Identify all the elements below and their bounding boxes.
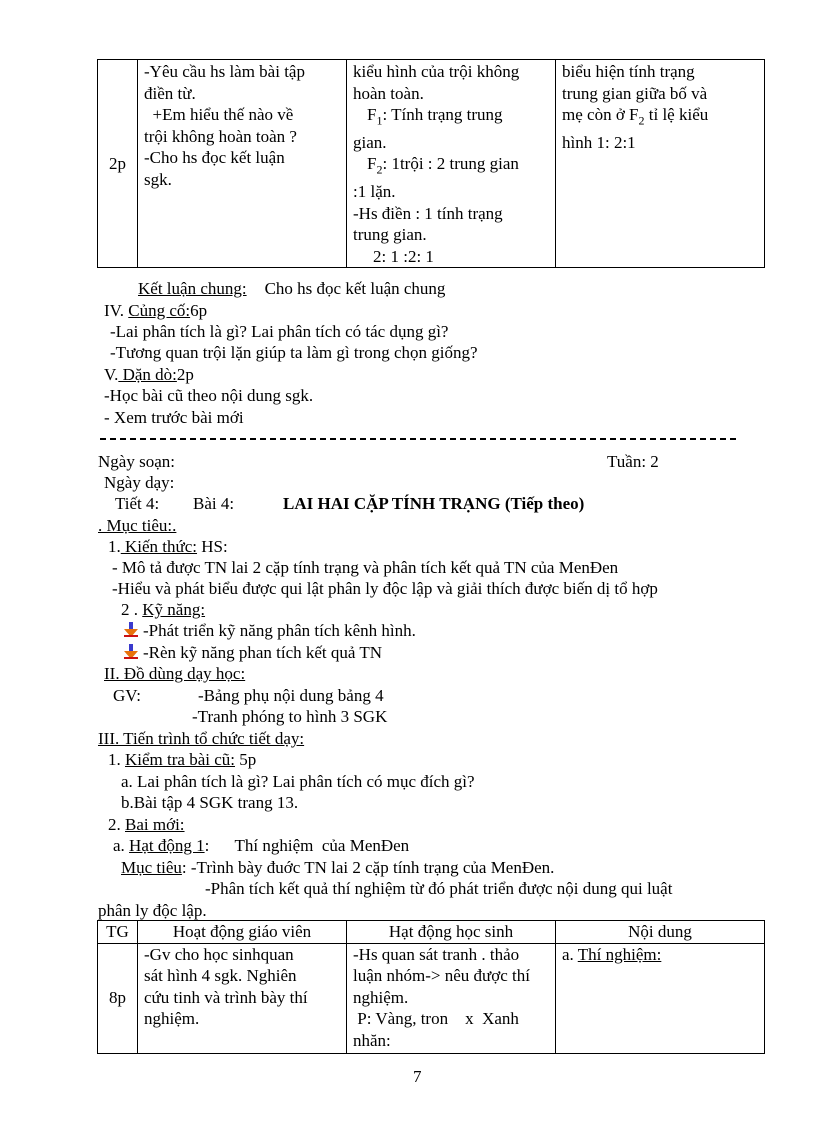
skills-item: -Rèn kỹ năng phan tích kết quả TN (123, 642, 382, 663)
text-line: hoàn toàn. (353, 83, 424, 103)
text-line: luận nhóm-> nêu được thí (353, 966, 530, 985)
text-line: sát hình 4 sgk. Nghiên (144, 966, 297, 985)
new-lesson-heading: 2. Bai mới: (108, 815, 185, 834)
student-activity-cell (347, 943, 556, 1053)
consolidation-item: -Lai phân tích là gì? Lai phân tích có tác dụng gì? (110, 322, 449, 341)
knowledge-heading: 1. Kiến thức: HS: (108, 537, 228, 556)
text-line: gian. (353, 132, 387, 152)
lesson-label: Bài 4: (193, 494, 235, 513)
materials-item: -Bảng phụ nội dung bảng 4 (198, 686, 384, 705)
knowledge-item: -Hiểu và phát biểu được qui lật phân ly độc lập và giải thích được biến dị tổ hợp (112, 579, 658, 598)
f2-ratio-line: mẹ còn ở $F_2$ tỉ lệ kiểu (562, 105, 709, 128)
section-divider (100, 438, 736, 440)
text-line: điền từ. (144, 83, 196, 103)
materials-gv-label: GV: (113, 686, 142, 705)
teacher-activity-cell (138, 60, 347, 268)
text-line: :1 lặn. (353, 182, 396, 202)
skills-item: -Phát triển kỹ năng phân tích kênh hình. (123, 620, 416, 641)
date-taught: Ngày dạy: (104, 473, 175, 492)
text-line: sgk. (144, 169, 172, 189)
text-line: nghiệm. (353, 987, 409, 1007)
consolidation-item: -Tương quan trội lặn giúp ta làm gì trong chọn giống? (110, 343, 478, 362)
old-lesson-check-heading: 1. Kiểm tra bài cũ: 5p (108, 750, 257, 769)
text-line: kiểu hình của trội không (353, 62, 520, 81)
text-line: biểu hiện tính trạng (562, 62, 695, 81)
check-item: a. Lai phân tích là gì? Lai phân tích có mục đích gì? (121, 772, 475, 791)
text-line: trung gian. (353, 225, 427, 245)
text-line: hình 1: 2:1 (562, 132, 636, 152)
date-prepared: Ngày soạn: (98, 452, 175, 471)
homework-item: -Học bài cũ theo nội dung sgk. (104, 386, 314, 405)
process-heading: III. Tiến trình tổ chức tiết dạy: (98, 729, 305, 748)
text-line: cứu tinh và trình bày thí (144, 987, 308, 1007)
page-number: 7 (413, 1067, 422, 1086)
header-content: Nội dung (556, 921, 765, 944)
experiment-heading: a. Thí nghiệm: (562, 944, 662, 964)
text-line: nghiệm. (144, 1009, 200, 1028)
check-item: b.Bài tập 4 SGK trang 13. (121, 793, 299, 812)
time-cell: 2p (98, 60, 138, 268)
activity-goal-line: phân ly độc lập. (98, 901, 207, 920)
content-cell (556, 60, 765, 268)
general-conclusion: Kết luận chung: Cho hs đọc kết luận chung (138, 279, 446, 298)
homework-item: - Xem trước bài mới (104, 408, 244, 427)
f2-line: $F_2$: 1trội : 2 trung gian (367, 154, 519, 177)
period-label: Tiết 4: (115, 494, 160, 513)
activity-heading: a. Hạt động 1: Thí nghiệm của MenĐen (113, 836, 410, 855)
student-activity-cell (347, 60, 556, 268)
ratio-line: 2: 1 :2: 1 (373, 246, 434, 266)
teacher-activity-cell (138, 943, 347, 1053)
activity-goal-line: -Phân tích kết quả thí nghiệm từ đó phát triển được nội dung qui luật (205, 879, 673, 898)
header-tg: TG (98, 921, 138, 944)
text-line: -Cho hs đọc kết luận (144, 148, 285, 167)
text-line: +Em hiểu thế nào về (144, 105, 294, 124)
lesson-title: LAI HAI CẶP TÍNH TRẠNG (Tiếp theo) (283, 494, 585, 513)
activity-table (97, 920, 765, 1054)
week-label: Tuần: 2 (607, 452, 659, 471)
content-cell (556, 943, 765, 1053)
continued-lesson-table (97, 59, 765, 268)
materials-item: -Tranh phóng to hình 3 SGK (192, 707, 388, 726)
skills-heading: 2 . Kỹ năng: (121, 600, 206, 619)
consolidation-heading: IV. Củng cố:6p (104, 301, 208, 320)
homework-heading: V. Dặn dò:2p (104, 365, 194, 384)
activity-goal: Mục tiêu: -Trình bày đuớc TN lai 2 cặp tính trạng của MenĐen. (121, 858, 555, 877)
text-line: -Hs điền : 1 tính trạng (353, 203, 503, 223)
text-line: -Yêu cầu hs làm bài tập (144, 62, 305, 81)
bullet-arrow-icon (123, 622, 139, 638)
text-line: trung gian giữa bố và (562, 83, 708, 103)
f1-line: $F_1$: Tính trạng trung (367, 105, 503, 128)
materials-heading: II. Đồ dùng dạy học: (104, 664, 246, 683)
text-line: P: Vàng, tron x Xanh (353, 1009, 519, 1028)
knowledge-item: - Mô tả được TN lai 2 cặp tính trạng và phân tích kết quả TN của MenĐen (112, 558, 619, 577)
header-student: Hạt động học sinh (347, 921, 556, 944)
header-teacher: Hoạt động giáo viên (138, 921, 347, 944)
time-cell: 8p (98, 943, 138, 1053)
objectives-heading: . Mục tiêu:. (98, 516, 177, 535)
text-line: -Gv cho học sinhquan (144, 944, 294, 964)
text-line: trội không hoàn toàn ? (144, 126, 297, 146)
bullet-arrow-icon (123, 644, 139, 660)
text-line: nhăn: (353, 1030, 391, 1050)
text-line: -Hs quan sát tranh . thảo (353, 944, 520, 964)
